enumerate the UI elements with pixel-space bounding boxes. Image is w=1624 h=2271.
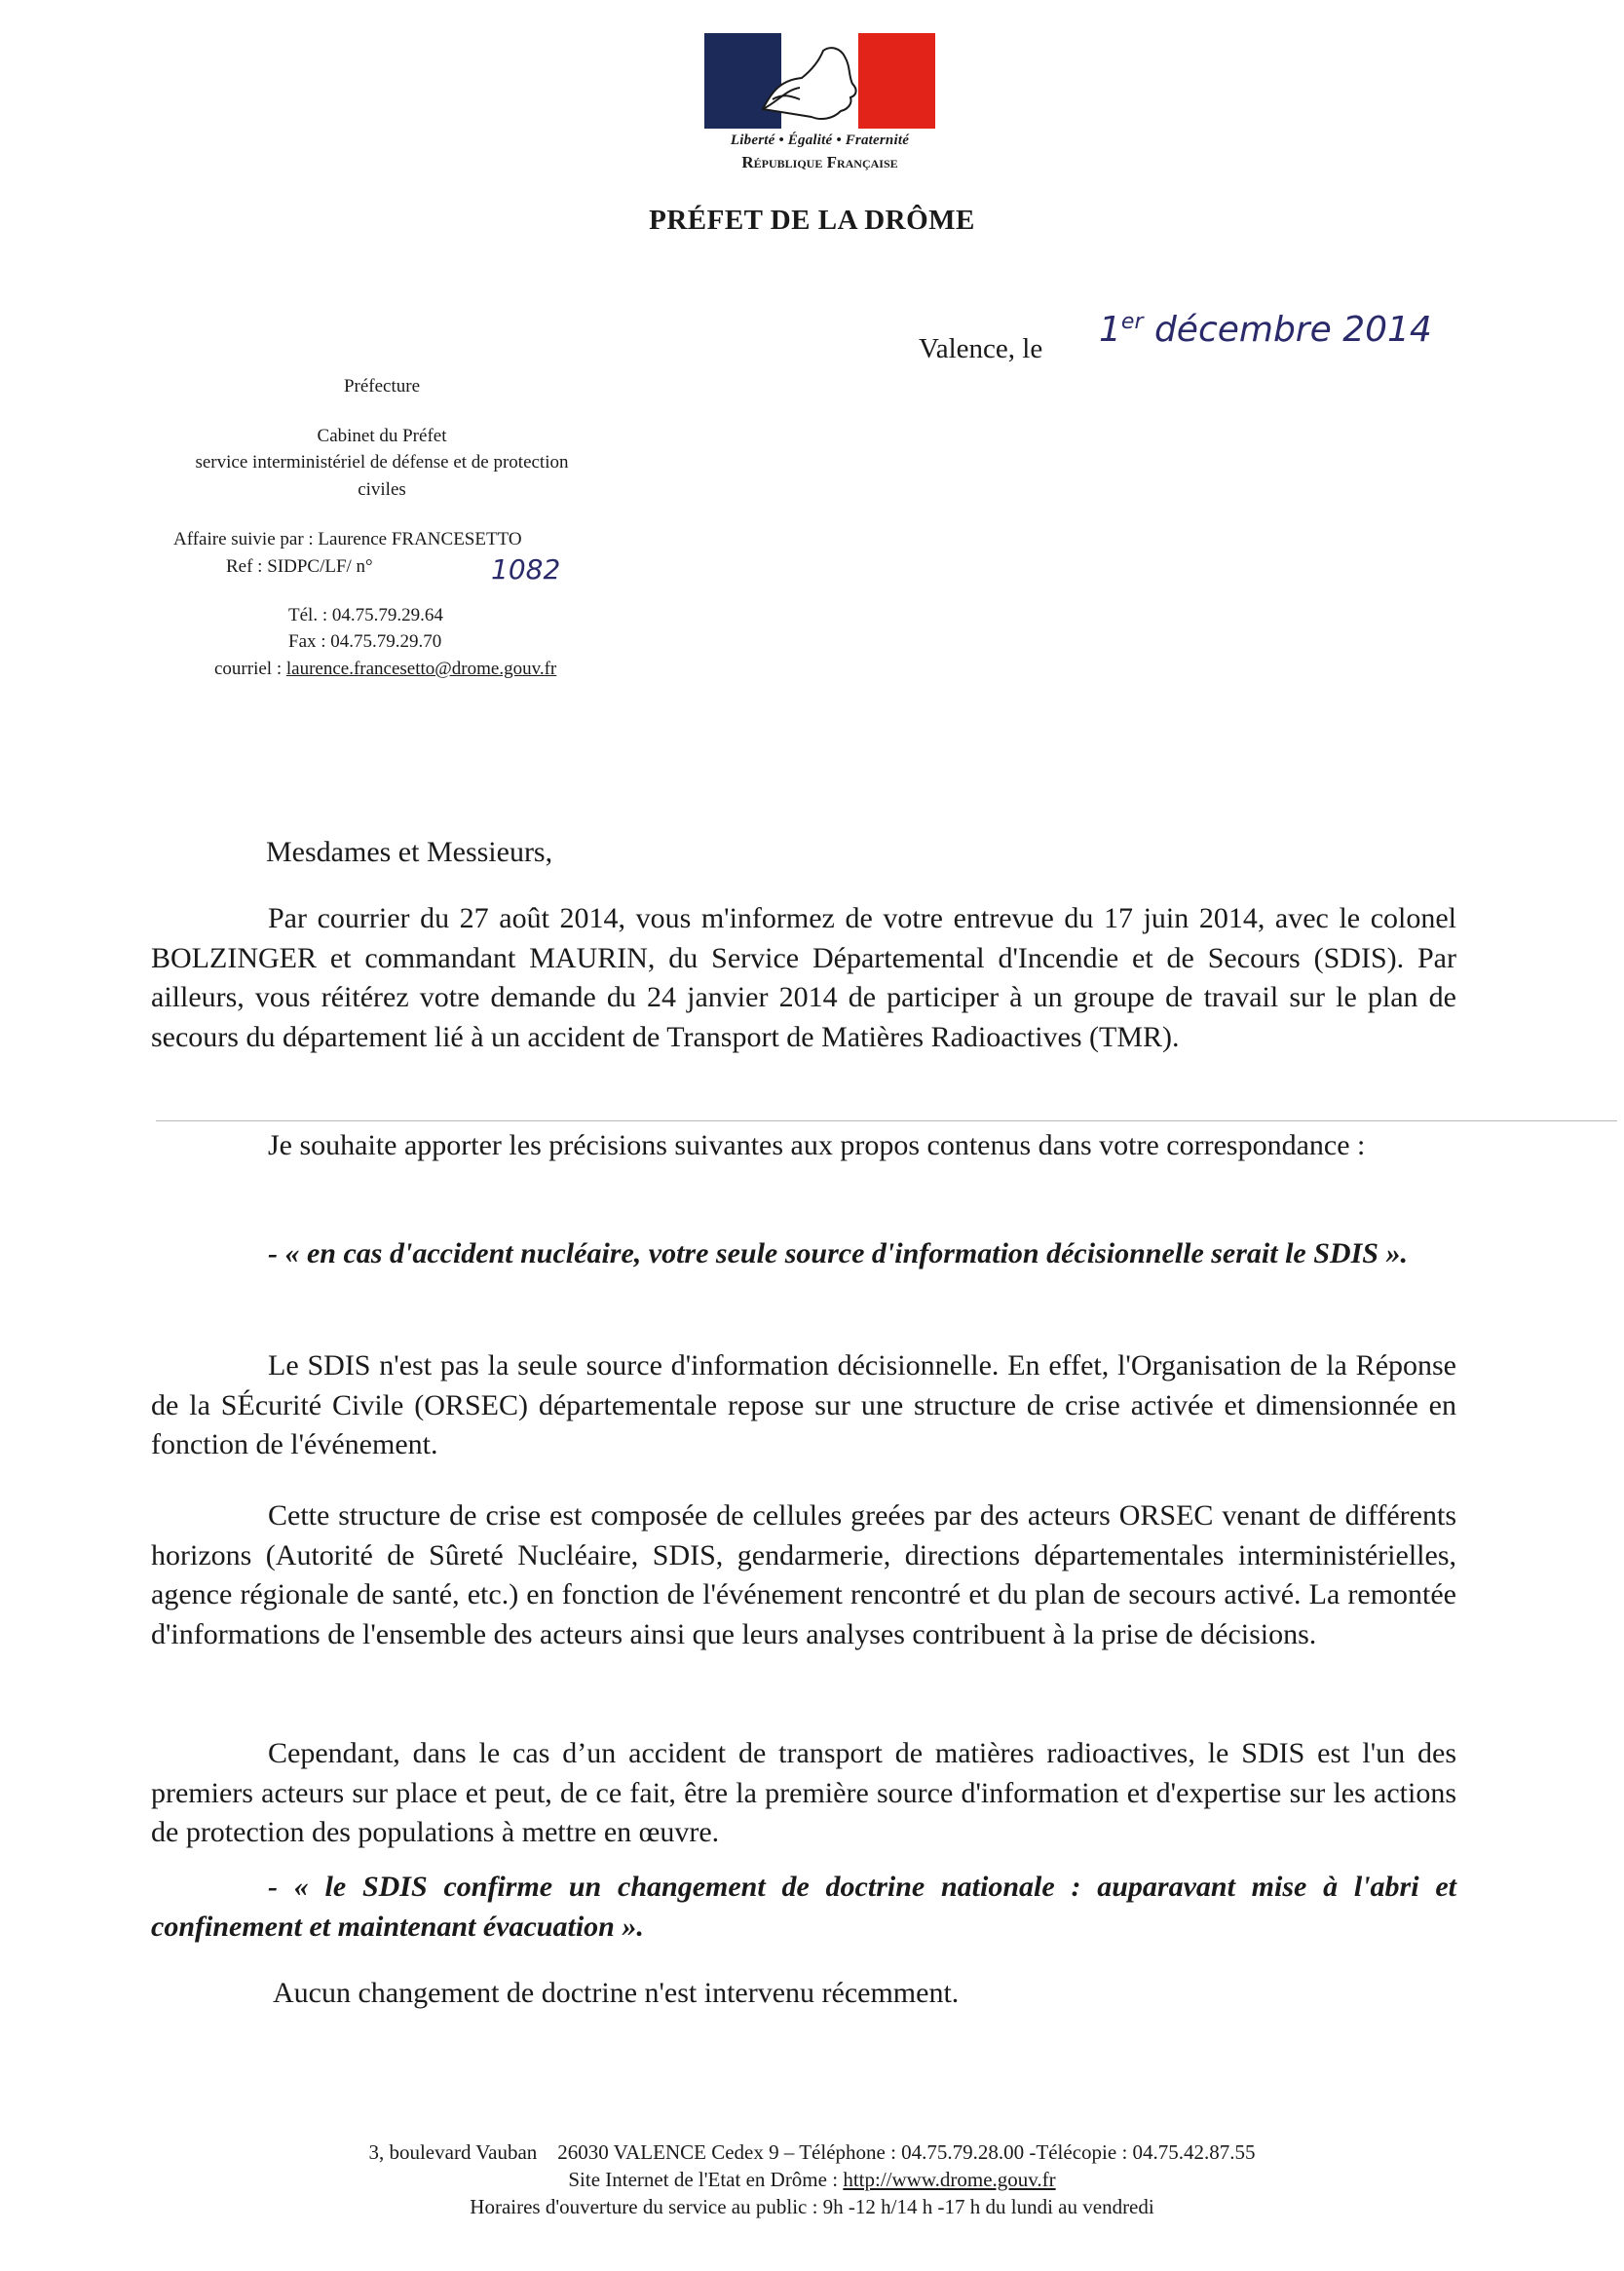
- sidebar-affaire: Affaire suivie par : Laurence FRANCESETTO: [173, 529, 522, 549]
- paragraph-4: Cette structure de crise est composée de cellules greées par des acteurs ORSEC venant de différents horizons (Autorité de Sûreté Nucléaire, SDIS, gendarmerie, directions départementales interministérielles, agence régionale de santé, etc.) en fonction de l'événement rencontré et du plan de secours activé. La remontée d'informations de l'ensemble des acteurs ainsi que leurs analyses contribuent à la prise de décisions.: [151, 1499, 1456, 1650]
- date-rest: décembre 2014: [1143, 310, 1432, 350]
- date-printed: Valence, le: [919, 333, 1043, 364]
- prefect-title: PRÉFET DE LA DRÔME: [649, 205, 975, 236]
- paragraph-6: Aucun changement de doctrine n'est intervenu récemment.: [273, 1977, 960, 2009]
- email-label: courriel :: [214, 659, 286, 679]
- date-day: 1: [1099, 310, 1121, 350]
- logo-motto: Liberté • Égalité • Fraternité: [730, 132, 910, 148]
- sidebar-email: [214, 659, 556, 680]
- sidebar-prefecture: Préfecture: [343, 376, 421, 397]
- marianne-logo: [704, 33, 935, 174]
- footer-hours: Horaires d'ouverture du service au public : 9h -12 h/14 h -17 h du lundi au vendredi: [470, 2195, 1154, 2218]
- sidebar-service-line2: civiles: [358, 479, 406, 500]
- date-sup: er: [1120, 310, 1144, 334]
- tricolor-flag: [704, 33, 935, 129]
- sidebar-ref: Ref : SIDPC/LF/ n°: [226, 556, 373, 577]
- paragraph-3: Le SDIS n'est pas la seule source d'information décisionnelle. En effet, l'Organisation de la Réponse de la SÉcurité Civile (ORSEC) départementale repose sur une structure de crise activée et dimensionnée en fonction de l'événement.: [151, 1349, 1456, 1460]
- salutation: Mesdames et Messieurs,: [266, 836, 553, 868]
- footer-website-label: Site Internet de l'Etat en Drôme :: [568, 2168, 844, 2191]
- sidebar-tel: Tél. : 04.75.79.29.64: [288, 605, 443, 625]
- footer-website: [0, 2168, 1624, 2192]
- sidebar-cabinet: Cabinet du Préfet: [317, 426, 447, 446]
- sidebar-fax: Fax : 04.75.79.29.70: [288, 631, 442, 652]
- footer-website-link[interactable]: http://www.drome.gouv.fr: [843, 2168, 1056, 2191]
- quote-2: - « le SDIS confirme un changement de doctrine nationale : auparavant mise à l'abri et confinement et maintenant évacuation ».: [151, 1871, 1456, 1943]
- sidebar-service-line1: service interministériel de défense et de protection: [195, 452, 569, 473]
- fold-line: [156, 1120, 1617, 1121]
- footer-address: 3, boulevard Vauban 26030 VALENCE Cedex 9 – Téléphone : 04.75.79.28.00 -Télécopie : 04.75.42.87.55: [368, 2140, 1256, 2164]
- quote-1: - « en cas d'accident nucléaire, votre seule source d'information décisionnelle serait le SDIS ».: [268, 1237, 1408, 1269]
- date-handwritten: [1099, 310, 1432, 350]
- logo-republic: République Française: [741, 153, 898, 171]
- marianne-profile-icon: [743, 41, 899, 125]
- paragraph-5: Cependant, dans le cas d’un accident de transport de matières radioactives, le SDIS est l'un des premiers acteurs sur place et peut, de ce fait, être la première source d'information et d'expertise sur les actions de protection des populations à mettre en œuvre.: [151, 1737, 1456, 1848]
- ref-handwritten: 1082: [491, 553, 561, 586]
- paragraph-1: Par courrier du 27 août 2014, vous m'informez de votre entrevue du 17 juin 2014, avec le colonel BOLZINGER et commandant MAURIN, du Service Départemental d'Incendie et de Secours (SDIS). Par ailleurs, vous réitérez votre demande du 24 janvier 2014 de participer à un groupe de travail sur le plan de secours du département lié à un accident de Transport de Matières Radioactives (TMR).: [151, 902, 1456, 1053]
- email-link[interactable]: laurence.francesetto@drome.gouv.fr: [285, 659, 557, 679]
- paragraph-2: Je souhaite apporter les précisions suivantes aux propos contenus dans votre correspondance :: [268, 1129, 1366, 1161]
